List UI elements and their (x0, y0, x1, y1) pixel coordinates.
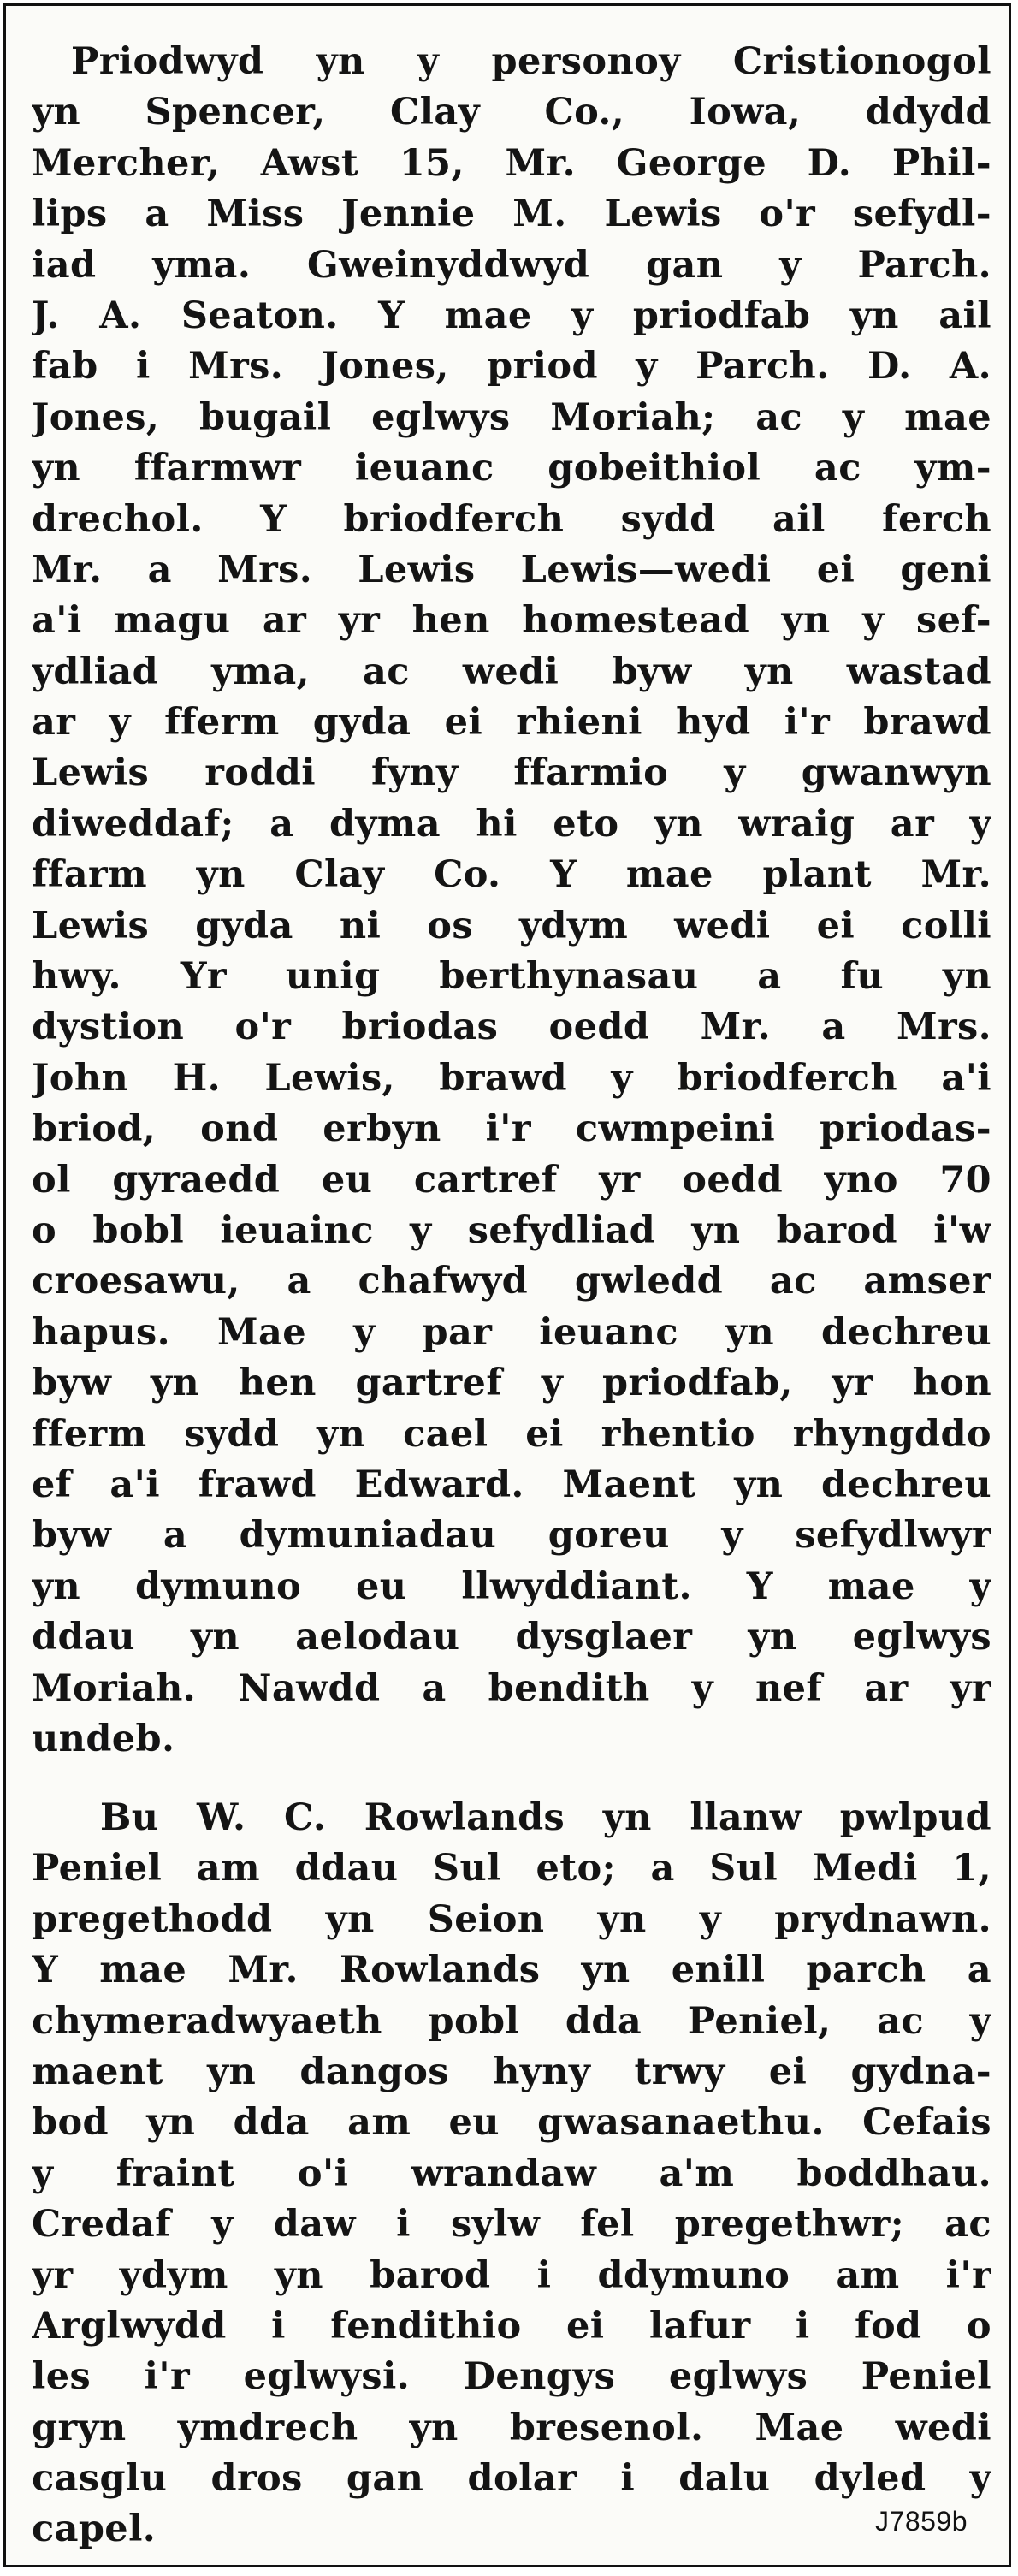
text-line: casglu dros gan dolar i dalu dyled y (32, 2457, 991, 2501)
text-line: yr ydym yn barod i ddymuno am i'r (32, 2253, 991, 2297)
text-line: John H. Lewis, brawd y briodferch a'i (32, 1056, 991, 1100)
newspaper-clipping (3, 3, 1011, 2567)
text-line: Moriah. Nawdd a bendith y nef ar yr (32, 1666, 991, 1710)
text-line: chymeradwyaeth pobl dda Peniel, ac y (32, 1999, 991, 2043)
article-wedding-notice (32, 37, 991, 1765)
text-line: dystion o'r briodas oedd Mr. a Mrs. (32, 1006, 991, 1049)
text-line: ddau yn aelodau dysglaer yn eglwys (32, 1616, 991, 1659)
text-line: Lewis roddi fyny ffarmio y gwanwyn (32, 751, 991, 795)
text-line: ar y fferm gyda ei rhieni hyd i'r brawd (32, 701, 991, 745)
text-line: maent yn dangos hyny trwy ei gydna- (32, 2050, 991, 2093)
text-line: Credaf y daw i sylw fel pregethwr; ac (32, 2203, 991, 2247)
text-line: J. A. Seaton. Y mae y priodfab yn ail (32, 294, 991, 337)
text-line: hapus. Mae y par ieuanc yn dechreu (32, 1310, 991, 1354)
text-line: a'i magu ar yr hen homestead yn y sef- (32, 599, 991, 643)
text-line: diweddaf; a dyma hi eto yn wraig ar y (32, 802, 991, 846)
text-line: gryn ymdrech yn bresenol. Mae wedi (32, 2406, 991, 2449)
text-line: pregethodd yn Seion yn y prydnawn. (32, 1897, 991, 1941)
text-line: yn Spencer, Clay Co., Iowa, ddydd (32, 91, 991, 134)
text-line: bod yn dda am eu gwasanaethu. Cefais (32, 2101, 991, 2145)
text-line: Y mae Mr. Rowlands yn enill parch a (32, 1949, 991, 1992)
text-line: croesawu, a chafwyd gwledd ac amser (32, 1260, 991, 1303)
text-line: byw yn hen gartref y priodfab, yr hon (32, 1362, 991, 1405)
catalog-number: J7859b (875, 2506, 968, 2537)
text-line: hwy. Yr unig berthynasau a fu yn (32, 955, 991, 999)
text-line: yn dymuno eu llwyddiant. Y mae y (32, 1564, 991, 1608)
text-line: undeb. (32, 1717, 175, 1760)
text-line: fferm sydd yn cael ei rhentio rhyngddo (32, 1412, 991, 1456)
text-line: Mr. a Mrs. Lewis Lewis—wedi ei geni (32, 548, 991, 591)
text-line: iad yma. Gweinyddwyd gan y Parch. (32, 243, 991, 287)
text-line: lips a Miss Jennie M. Lewis o'r sefydl- (32, 193, 991, 236)
text-line: Arglwydd i fendithio ei lafur i fod o (32, 2304, 991, 2347)
text-line: Mercher, Awst 15, Mr. George D. Phil- (32, 141, 991, 185)
text-line: y fraint o'i wrandaw a'm boddhau. (32, 2152, 991, 2195)
text-line: drechol. Y briodferch sydd ail ferch (32, 497, 991, 541)
text-line: ef a'i frawd Edward. Maent yn dechreu (32, 1463, 991, 1506)
text-line: Bu W. C. Rowlands yn llanw pwlpud (100, 1796, 991, 1839)
text-line: ydliad yma, ac wedi byw yn wastad (32, 650, 991, 693)
text-line: capel. (32, 2508, 157, 2551)
text-line: fab i Mrs. Jones, priod y Parch. D. A. (32, 345, 991, 389)
article-peniel-notice (32, 1793, 991, 2555)
text-line: Lewis gyda ni os ydym wedi ei colli (32, 904, 991, 947)
text-line: les i'r eglwysi. Dengys eglwys Peniel (32, 2355, 991, 2399)
text-line: Peniel am ddau Sul eto; a Sul Medi 1, (32, 1847, 991, 1890)
text-line: yn ffarmwr ieuanc gobeithiol ac ym- (32, 447, 991, 490)
text-line: ffarm yn Clay Co. Y mae plant Mr. (32, 853, 991, 897)
text-line: byw a dymuniadau goreu y sefydlwyr (32, 1514, 991, 1558)
text-line: Jones, bugail eglwys Moriah; ac y mae (32, 395, 991, 439)
text-line: Priodwyd yn y personoy Cristionogol (71, 40, 991, 83)
text-line: briod, ond erbyn i'r cwmpeini priodas- (32, 1107, 991, 1151)
text-line: o bobl ieuainc y sefydliad yn barod i'w (32, 1208, 991, 1252)
text-line: ol gyraedd eu cartref yr oedd yno 70 (32, 1158, 991, 1202)
